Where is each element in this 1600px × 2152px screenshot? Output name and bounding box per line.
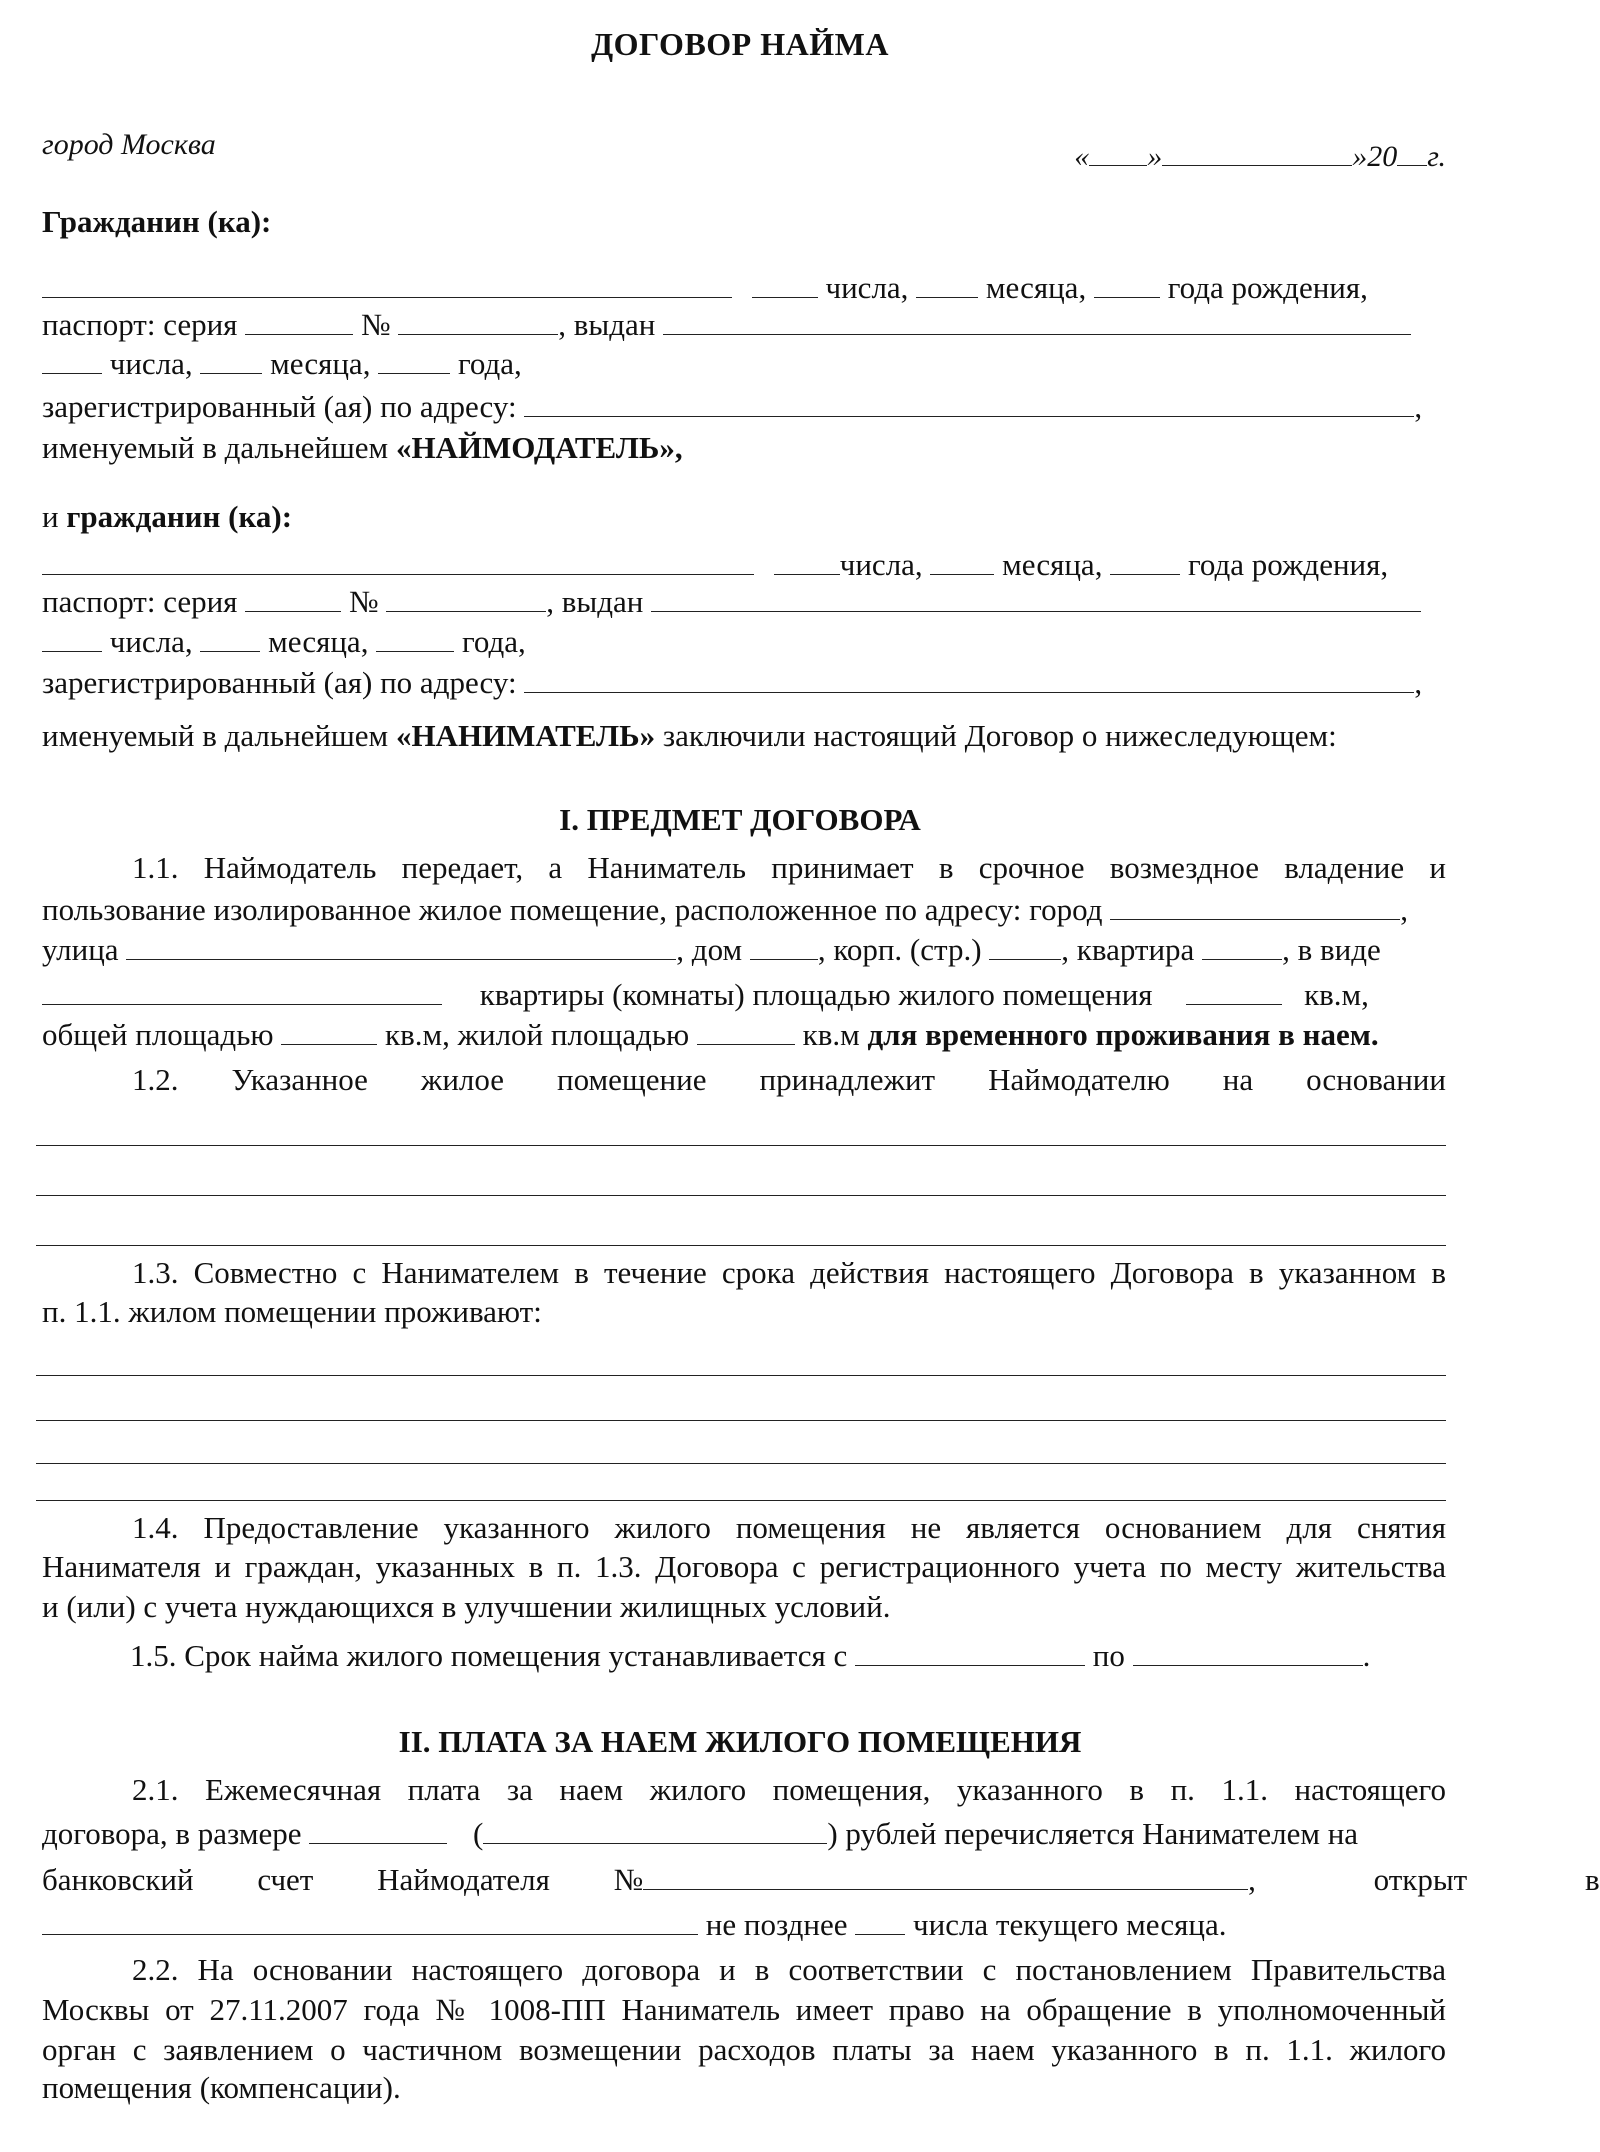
party2-issued-blank[interactable]: [651, 589, 1421, 612]
clause-1-3-line2: п. 1.1. жилом помещении проживают:: [42, 1294, 542, 1329]
party1-number-blank[interactable]: [398, 312, 558, 335]
clause-1-3-blank-4[interactable]: [36, 1500, 1446, 1501]
document-title: ДОГОВОР НАЙМА: [591, 26, 889, 62]
party2-heading: гражданин (ка):: [66, 499, 293, 534]
party1-name-blank[interactable]: [42, 275, 732, 298]
party2-day-label: числа,: [839, 547, 923, 582]
clause-1-1-house-label: , дом: [676, 932, 743, 967]
party2-issue-month-label: месяца,: [268, 624, 369, 659]
clause-1-2-blank-2[interactable]: [36, 1195, 1446, 1196]
party2-issue-day-blank[interactable]: [42, 629, 102, 652]
party2-registered-label: зарегистрированный (ая) по адресу:: [42, 665, 517, 700]
clause-1-5-to-label: по: [1092, 1638, 1125, 1673]
party2-heading-line: [42, 497, 1446, 537]
party1-registered-label: зарегистрированный (ая) по адресу:: [42, 389, 517, 424]
party2-heading-prefix: и: [42, 499, 67, 534]
party2-number-blank[interactable]: [386, 589, 546, 612]
clause-1-1-city-line: [42, 890, 1446, 930]
clause-2-1-bank-name-blank[interactable]: [42, 1912, 698, 1935]
clause-2-1-size-label: договора, в размере: [42, 1816, 302, 1851]
party2-month-blank[interactable]: [930, 552, 994, 575]
clause-1-1-sqm-label: кв.м,: [1304, 977, 1369, 1012]
party1-issue-day-blank[interactable]: [42, 351, 102, 374]
party2-series-blank[interactable]: [245, 589, 341, 612]
party2-birth-label: года рождения,: [1187, 547, 1389, 582]
party2-number-sign: №: [348, 584, 379, 619]
clause-2-1-number-sign: №: [613, 1862, 644, 1897]
party2-month-label: месяца,: [1002, 547, 1103, 582]
clause-2-1-opened-label: , открыт в: [1248, 1862, 1600, 1897]
clause-1-1-living-label: кв.м, жилой площадью: [385, 1017, 690, 1052]
clause-1-1-sqm2-label: кв.м: [802, 1017, 868, 1052]
date-open-quote: «: [1074, 140, 1090, 173]
party1-number-sign: №: [360, 307, 391, 342]
party2-address-blank[interactable]: [524, 670, 1414, 693]
date-mid-quote: »: [1147, 140, 1163, 173]
clause-2-1-bank-label: банковский счет Наймодателя: [42, 1862, 550, 1897]
clause-1-1-apt-label: , квартира: [1061, 932, 1195, 967]
clause-1-1-apt-blank[interactable]: [1202, 937, 1282, 960]
clause-2-1-day-blank[interactable]: [855, 1912, 905, 1935]
clause-2-1-amount-line: [42, 1814, 1446, 1854]
party1-issue-year-blank[interactable]: [378, 351, 450, 374]
party1-issue-month-label: месяца,: [270, 346, 371, 381]
party2-address-line: [42, 663, 1446, 703]
party2-day-blank[interactable]: [774, 552, 840, 575]
clause-1-1-purpose: для временного проживания в наем.: [867, 1017, 1379, 1052]
party1-address-line: [42, 387, 1446, 427]
clause-1-2: 1.2. Указанное жилое помещение принадлежит Наймодателю на основании: [132, 1062, 1446, 1097]
party2-issued-label: , выдан: [546, 584, 644, 619]
party1-passport-series-label: паспорт: серия: [42, 307, 238, 342]
party2-passport-series-label: паспорт: серия: [42, 584, 238, 619]
date-year-prefix: »20: [1352, 140, 1398, 173]
party2-issue-day-label: числа,: [109, 624, 193, 659]
party1-passport-line: [42, 305, 1446, 345]
party2-name-blank[interactable]: [42, 552, 754, 575]
party1-month-label: месяца,: [985, 270, 1087, 305]
clause-1-1-line1: 1.1. Наймодатель передает, а Наниматель принимает в срочное возмездное владение и: [132, 850, 1446, 885]
party1-issued-blank[interactable]: [663, 312, 1411, 335]
date-year-blank[interactable]: [1397, 143, 1427, 166]
date-month-blank[interactable]: [1162, 143, 1352, 166]
party2-named-suffix: заключили настоящий Договор о нижеследующем:: [655, 718, 1337, 753]
clause-2-2-line1: 2.2. На основании настоящего договора и в соответствии с постановлением Правительства: [132, 1952, 1446, 1987]
clause-2-1-rub-label: ) рублей перечисляется Нанимателем на: [827, 1816, 1359, 1851]
party2-named-line: [42, 716, 1446, 756]
date-day-blank[interactable]: [1089, 143, 1147, 166]
clause-2-1-line1: 2.1. Ежемесячная плата за наем жилого помещения, указанного в п. 1.1. настоящего: [132, 1772, 1446, 1807]
party2-address-comma: ,: [1414, 665, 1423, 700]
party1-name-line: [42, 268, 1446, 308]
party2-named-prefix: именуемый в дальнейшем: [42, 718, 396, 753]
clause-1-2-blank-3[interactable]: [36, 1245, 1446, 1246]
party2-issue-date-line: [42, 622, 1446, 662]
party1-day-label: числа,: [825, 270, 909, 305]
clause-1-1-living-blank[interactable]: [697, 1022, 795, 1045]
party1-series-blank[interactable]: [245, 312, 353, 335]
clause-2-1-bank-line: [42, 1860, 1600, 1900]
party1-issue-year-label: года,: [457, 346, 522, 381]
party1-address-blank[interactable]: [524, 394, 1414, 417]
party1-heading: Гражданин (ка):: [42, 204, 272, 239]
clause-1-1-view-label: , в виде: [1282, 932, 1381, 967]
party1-named-prefix: именуемый в дальнейшем: [42, 430, 396, 465]
clause-1-1-korp-blank[interactable]: [989, 937, 1061, 960]
clause-2-1-account-blank[interactable]: [643, 1867, 1248, 1890]
clause-1-1-total-blank[interactable]: [281, 1022, 377, 1045]
party1-issue-month-blank[interactable]: [200, 351, 262, 374]
clause-1-1-area-blank[interactable]: [1186, 982, 1282, 1005]
clause-1-1-city-blank[interactable]: [1110, 897, 1400, 920]
clause-1-1-area-line: [42, 1015, 1446, 1055]
party1-issue-day-label: числа,: [109, 346, 193, 381]
party2-role: «НАНИМАТЕЛЬ»: [395, 718, 656, 753]
section2-heading: II. ПЛАТА ЗА НАЕМ ЖИЛОГО ПОМЕЩЕНИЯ: [398, 1724, 1082, 1759]
date-line: [1074, 140, 1446, 174]
clause-1-1-city-label: пользование изолированное жилое помещение, расположенное по адресу: город: [42, 892, 1103, 927]
clause-1-4-line1: 1.4. Предоставление указанного жилого помещения не является основанием для снятия: [132, 1510, 1446, 1545]
clause-1-3-line1: 1.3. Совместно с Нанимателем в течение срока действия настоящего Договора в указанном в: [132, 1255, 1446, 1290]
clause-2-1-open-paren: (: [473, 1816, 484, 1851]
clause-2-1-amount-blank[interactable]: [309, 1821, 447, 1844]
clause-1-4-line3: и (или) с учета нуждающихся в улучшении жилищных условий.: [42, 1589, 891, 1624]
clause-1-1-total-label: общей площадью: [42, 1017, 274, 1052]
party1-role: «НАЙМОДАТЕЛЬ»,: [395, 430, 683, 465]
party2-issue-year-label: года,: [461, 624, 526, 659]
clause-1-1-street-line: [42, 930, 1446, 970]
clause-2-1-deadline-line: [42, 1905, 1446, 1945]
party1-named-line: [42, 428, 1446, 468]
city-label: город Москва: [42, 128, 216, 161]
party2-passport-line: [42, 582, 1446, 622]
clause-1-5-from-blank[interactable]: [855, 1643, 1085, 1666]
clause-2-1-day-label: числа текущего месяца.: [913, 1907, 1227, 1942]
party2-year-blank[interactable]: [1110, 552, 1180, 575]
party1-birth-label: года рождения,: [1167, 270, 1368, 305]
clause-1-1-house-blank[interactable]: [750, 937, 818, 960]
clause-1-5-end: .: [1362, 1638, 1371, 1673]
party1-month-blank[interactable]: [916, 275, 978, 298]
clause-2-2-line3: орган с заявлением о частичном возмещении расходов платы за наем указанного в п. 1.1. жилого: [42, 2032, 1446, 2067]
clause-1-1-korp-label: , корп. (стр.): [817, 932, 982, 967]
party2-name-line: [42, 545, 1446, 585]
clause-1-1-street-blank[interactable]: [126, 937, 676, 960]
date-year-suffix: г.: [1427, 140, 1446, 173]
clause-1-1-kind-blank[interactable]: [42, 982, 442, 1005]
clause-1-3-blank-1[interactable]: [36, 1375, 1446, 1376]
party1-day-blank[interactable]: [752, 275, 818, 298]
clause-1-5-line: [130, 1636, 1446, 1676]
clause-2-1-amount-words-blank[interactable]: [483, 1821, 827, 1844]
clause-1-1-street-label: улица: [42, 932, 119, 967]
clause-2-2-line4: помещения (компенсации).: [42, 2070, 401, 2105]
clause-1-1-kind-label: квартиры (комнаты) площадью жилого помещения: [479, 977, 1153, 1012]
clause-1-3-blank-3[interactable]: [36, 1463, 1446, 1464]
party1-year-blank[interactable]: [1094, 275, 1160, 298]
clause-1-1-kind-line: [42, 975, 1446, 1015]
party2-issue-year-blank[interactable]: [376, 629, 454, 652]
clause-1-3-blank-2[interactable]: [36, 1420, 1446, 1421]
party1-issue-date-line: [42, 344, 1446, 384]
section1-heading: I. ПРЕДМЕТ ДОГОВОРА: [559, 802, 921, 837]
clause-2-1-deadline-label: не позднее: [705, 1907, 848, 1942]
party1-address-comma: ,: [1414, 389, 1423, 424]
clause-1-4-line2: Нанимателя и граждан, указанных в п. 1.3. Договора с регистрационного учета по месту жительства: [42, 1549, 1446, 1584]
clause-1-2-blank-1[interactable]: [36, 1145, 1446, 1146]
clause-1-5-label: 1.5. Срок найма жилого помещения устанавливается с: [130, 1638, 848, 1673]
party1-issued-label: , выдан: [558, 307, 656, 342]
party2-issue-month-blank[interactable]: [200, 629, 260, 652]
clause-1-1-city-comma: ,: [1400, 892, 1408, 927]
clause-2-2-line2: Москвы от 27.11.2007 года № 1008-ПП Наниматель имеет право на обращение в уполномоченный: [42, 1992, 1446, 2027]
clause-1-5-to-blank[interactable]: [1133, 1643, 1363, 1666]
